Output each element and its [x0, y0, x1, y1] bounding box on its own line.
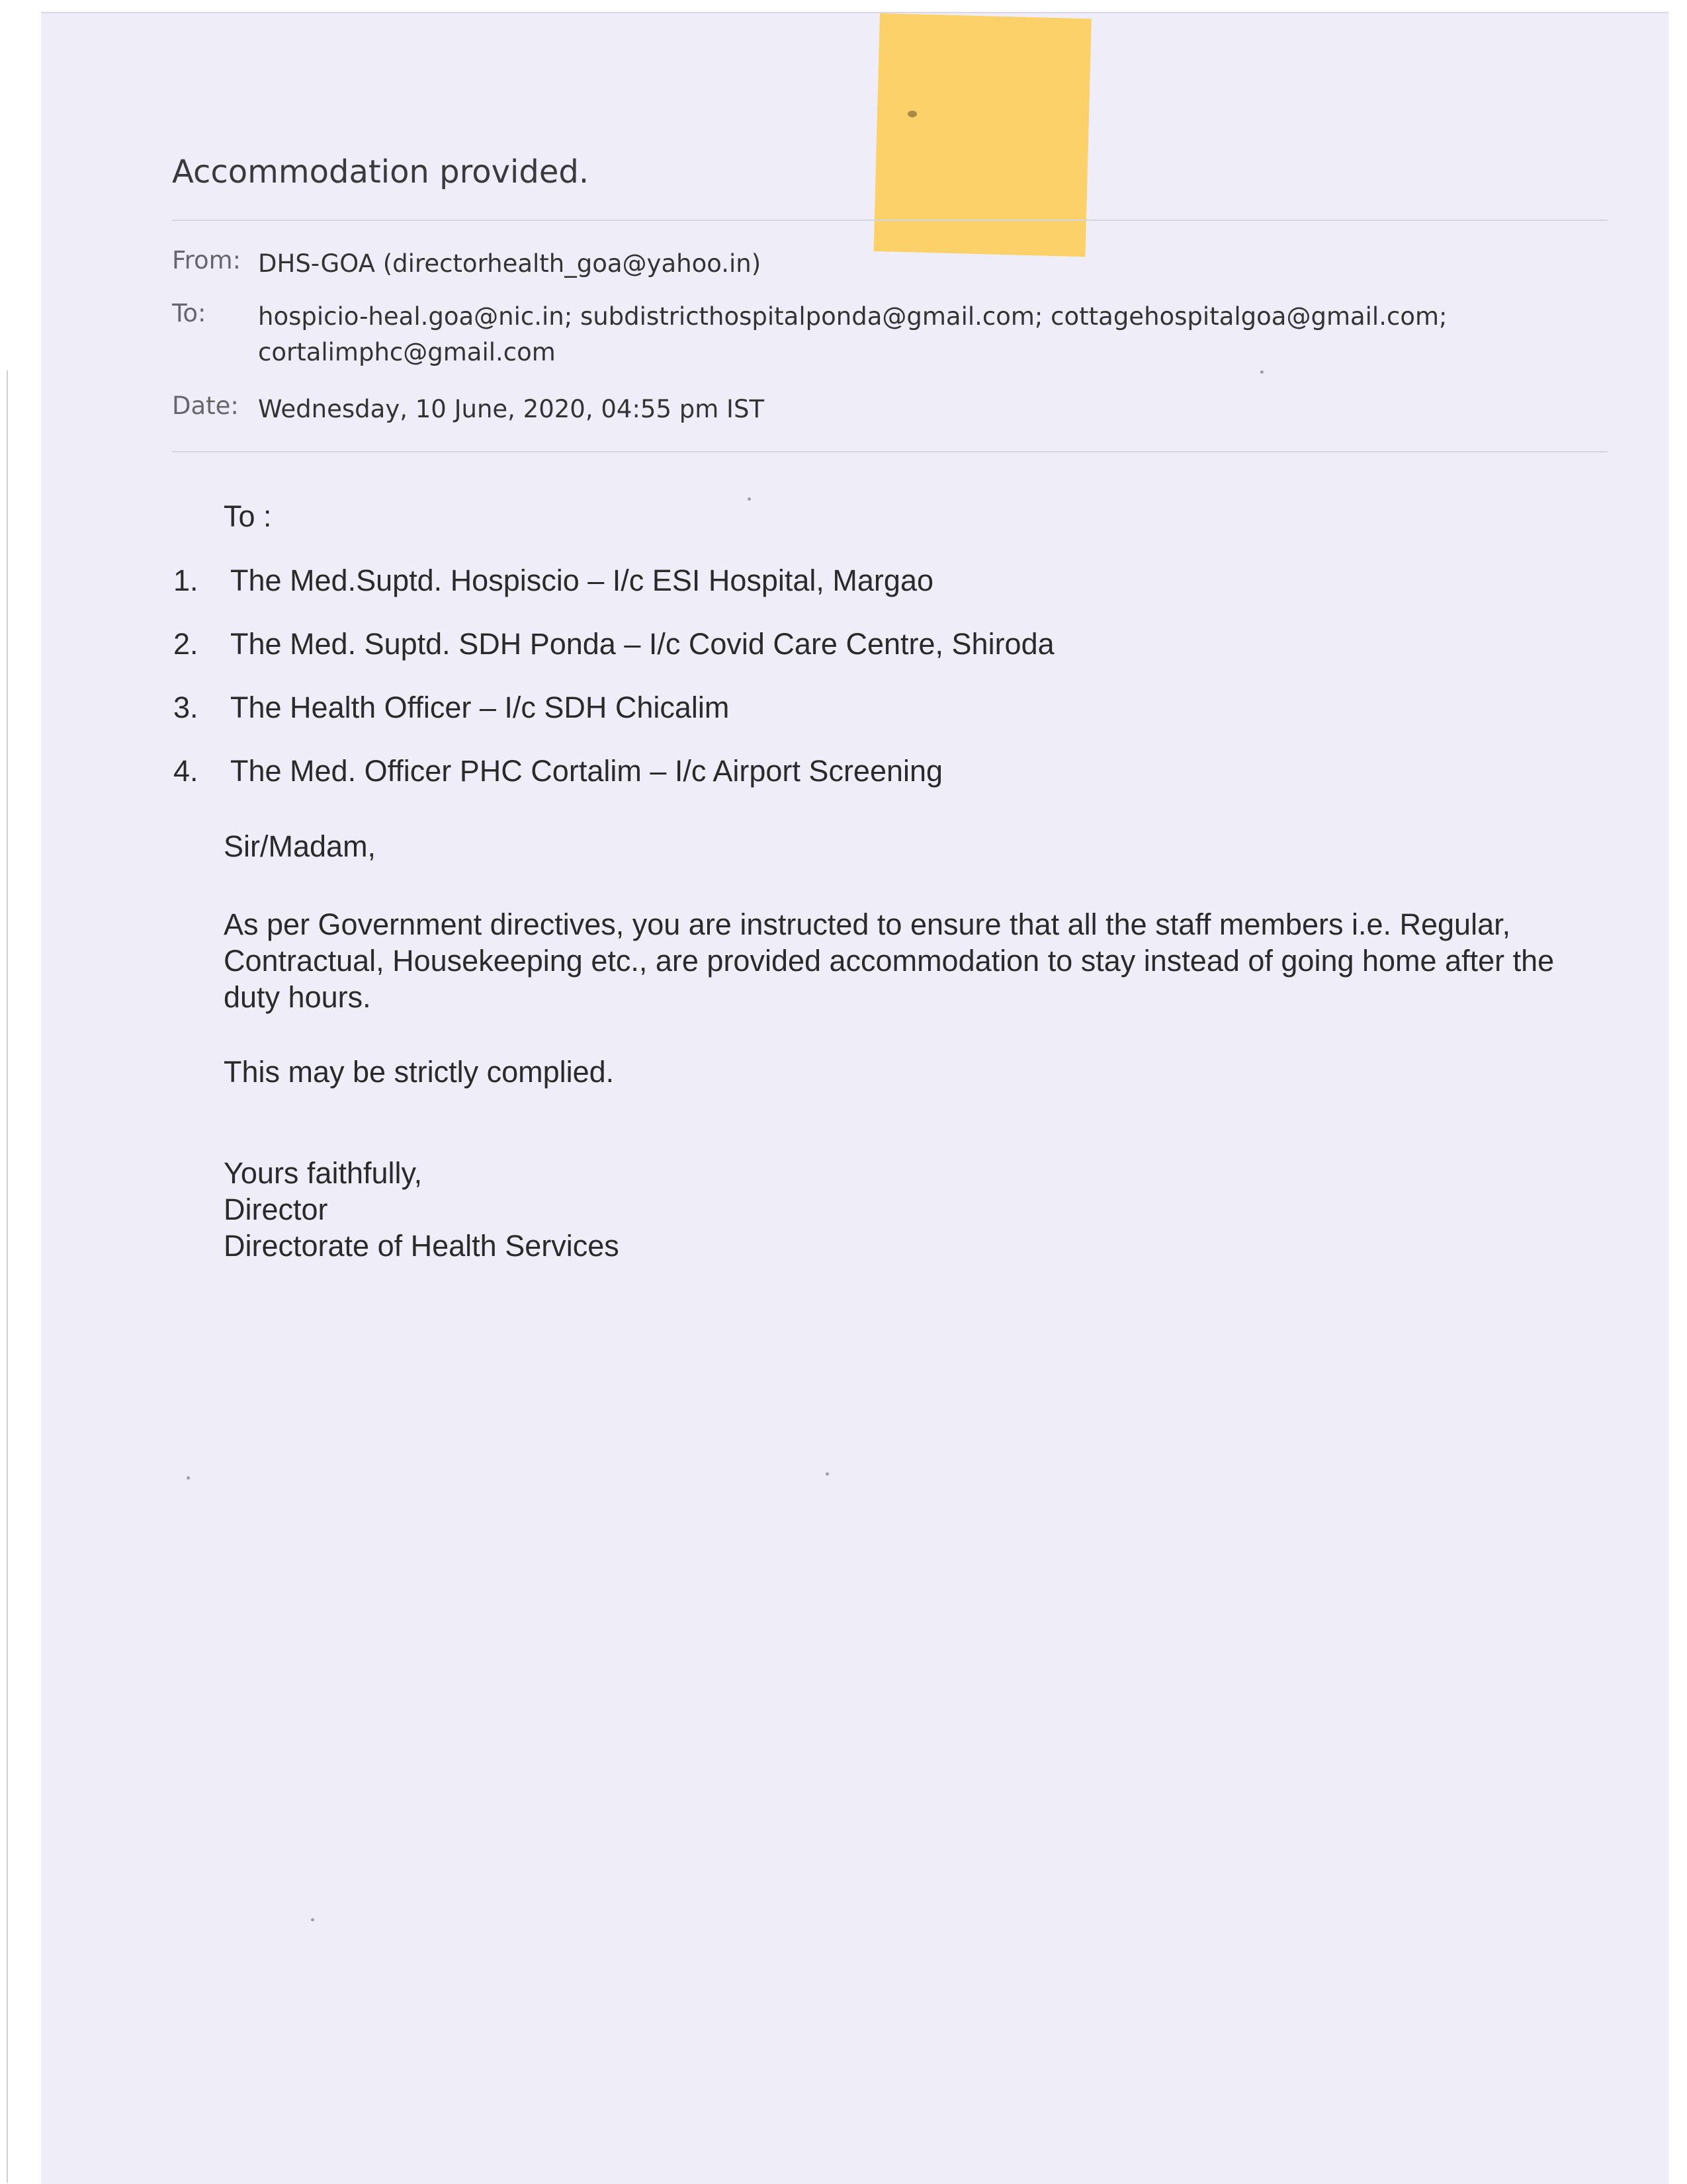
scan-speck	[187, 1476, 190, 1480]
header-divider-top	[172, 220, 1608, 221]
recipient-text: The Med.Suptd. Hospiscio – I/c ESI Hospital, Margao	[230, 564, 933, 597]
date-value: Wednesday, 10 June, 2020, 04:55 pm IST	[258, 395, 765, 423]
recipient-item	[173, 691, 729, 725]
recipient-number: 1.	[173, 564, 198, 597]
scan-speck	[1260, 370, 1264, 374]
date-label: Date:	[172, 392, 239, 420]
recipient-number: 4.	[173, 754, 198, 788]
scan-left-margin	[0, 0, 41, 2183]
scan-speck	[748, 497, 751, 501]
to-value	[258, 299, 1555, 370]
scan-speck	[311, 1918, 314, 1921]
scan-speck	[826, 1472, 829, 1476]
recipient-number: 2.	[173, 627, 198, 661]
from-row	[172, 246, 1555, 282]
recipient-item	[173, 627, 1055, 661]
to-row	[172, 299, 1555, 370]
to-heading: To :	[224, 499, 272, 533]
email-subject: Accommodation provided.	[172, 153, 589, 190]
recipient-text: The Med. Officer PHC Cortalim – I/c Airport Screening	[230, 754, 943, 788]
signature-block	[224, 1155, 1560, 1264]
signatory-title: Director	[224, 1193, 328, 1226]
closing: Yours faithfully,	[224, 1156, 423, 1190]
date-row	[172, 392, 1555, 427]
from-label: From:	[172, 246, 241, 274]
recipient-number: 3.	[173, 691, 198, 724]
recipient-item	[173, 754, 943, 788]
to-value-line-2: cortalimphc@gmail.com	[258, 338, 556, 366]
recipient-item	[173, 564, 933, 598]
recipient-text: The Med. Suptd. SDH Ponda – I/c Covid Care Centre, Shiroda	[230, 627, 1055, 661]
scan-edge-line	[7, 370, 8, 2183]
note-speck	[908, 110, 917, 117]
to-value-line-1: hospicio-heal.goa@nic.in; subdistricthospitalponda@gmail.com; cottagehospitalgoa@gmail.com;	[258, 302, 1448, 331]
to-label: To:	[172, 299, 206, 327]
header-divider-bottom	[172, 451, 1608, 452]
compliance-line: This may be strictly complied.	[224, 1055, 615, 1089]
from-value: DHS-GOA (directorhealth_goa@yahoo.in)	[258, 249, 761, 278]
salutation: Sir/Madam,	[224, 829, 376, 863]
signatory-office: Directorate of Health Services	[224, 1229, 619, 1263]
instruction-paragraph: As per Government directives, you are instructed to ensure that all the staff members i.e. Regular, Contractual, Housekeeping etc., are provided accommodation to stay instead of going home after the duty hours.	[224, 907, 1555, 1014]
recipient-text: The Health Officer – I/c SDH Chicalim	[230, 691, 730, 724]
